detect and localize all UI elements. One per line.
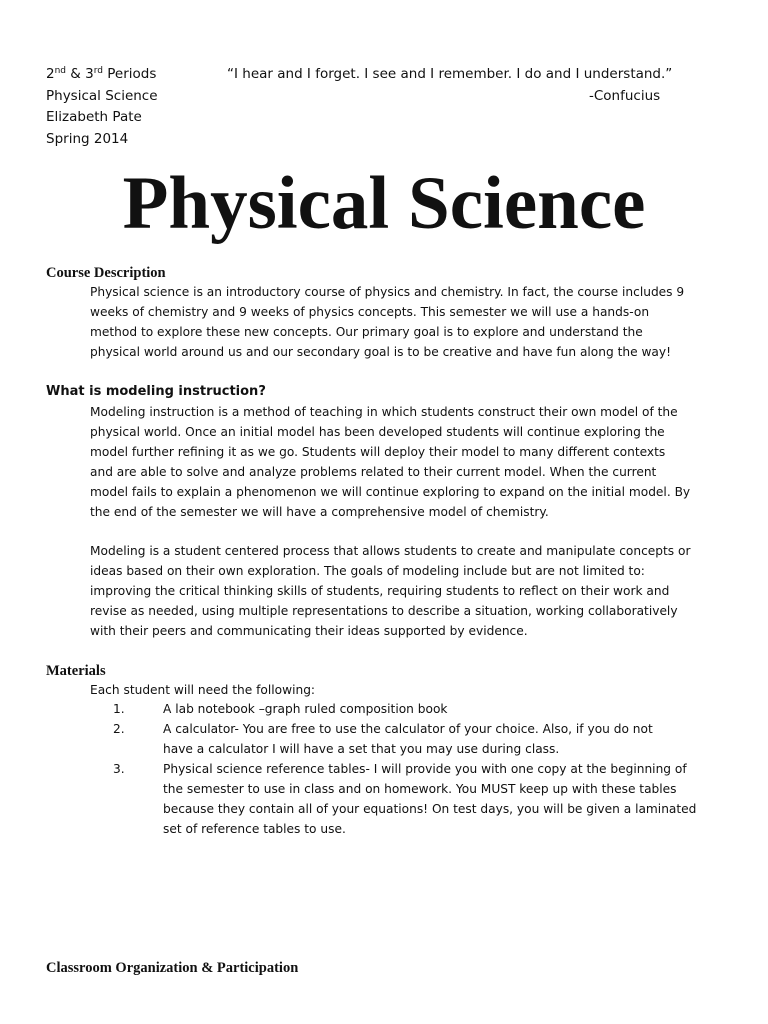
text-line: Physical science reference tables- I will provide you with one copy at the beginning of <box>163 762 687 776</box>
term: Spring 2014 <box>46 130 129 147</box>
period-first-number: 2 <box>46 66 55 82</box>
periods-label: Periods <box>102 66 157 82</box>
text-line: Physical science is an introductory course of physics and chemistry. In fact, the course includes 9 <box>90 285 685 299</box>
course-description-text <box>90 283 726 363</box>
text-line: the end of the semester we will have a comprehensive model of chemistry. <box>90 504 549 519</box>
text-line: method to explore these new concepts. Our primary goal is to explore and understand the <box>90 324 643 339</box>
list-item-text <box>163 720 653 760</box>
list-item-number: 1. <box>113 702 125 716</box>
text-line: with their peers and communicating their ideas supported by evidence. <box>90 623 528 638</box>
text-line: revise as needed, using multiple representations to describe a situation, working collaboratively <box>90 603 678 618</box>
list-item-text <box>163 760 696 840</box>
materials-heading: Materials <box>46 663 106 679</box>
list-item-text <box>163 700 447 720</box>
text-line: ideas based on their own exploration. The goals of modeling include but are not limited to: <box>90 563 645 578</box>
text-line: model fails to explain a phenomenon we will continue exploring to expand on the initial model. By <box>90 484 691 499</box>
epigraph-attribution: -Confucius <box>589 88 661 104</box>
text-line: Modeling instruction is a method of teaching in which students construct their own model of the <box>90 405 678 419</box>
period-second-suffix: rd <box>93 66 103 76</box>
text-line: physical world around us and our secondary goal is to be creative and have fun along the way! <box>90 344 672 359</box>
modeling-heading: What is modeling instruction? <box>46 384 266 399</box>
list-item-number: 3. <box>113 762 125 776</box>
text-line: the semester to use in class and on homework. You MUST keep up with these tables <box>163 781 677 796</box>
text-line: model further refining it as we go. Students will deploy their model to many different contexts <box>90 444 666 459</box>
page-title: Physical Science <box>122 162 646 245</box>
course-description-heading: Course Description <box>46 265 166 281</box>
period-second-number: & 3 <box>66 66 94 82</box>
list-item-number: 2. <box>113 722 125 736</box>
modeling-paragraph-2 <box>90 542 726 642</box>
materials-intro: Each student will need the following: <box>90 683 316 697</box>
teacher-name: Elizabeth Pate <box>46 109 142 125</box>
modeling-paragraph-1 <box>90 403 726 522</box>
text-line: Modeling is a student centered process that allows students to create and manipulate concepts or <box>90 544 691 558</box>
text-line: weeks of chemistry and 9 weeks of physics concepts. This semester we will use a hands-on <box>90 304 650 319</box>
text-line: because they contain all of your equations! On test days, you will be given a laminated <box>163 801 697 816</box>
text-line: physical world. Once an initial model has been developed students will continue exploring the <box>90 424 665 439</box>
course-info-block <box>46 64 158 150</box>
text-line: A calculator- You are free to use the calculator of your choice. Also, if you do not <box>163 722 653 736</box>
text-line: improving the critical thinking skills of students, requiring students to reflect on their work and <box>90 583 670 598</box>
text-line: and are able to solve and analyze problems related to their current model. When the current <box>90 464 657 479</box>
period-first-suffix: nd <box>54 66 67 76</box>
classroom-organization-heading: Classroom Organization & Participation <box>46 960 299 976</box>
course-name: Physical Science <box>46 87 158 104</box>
text-line: set of reference tables to use. <box>163 821 346 836</box>
epigraph-quote: “I hear and I forget. I see and I remember. I do and I understand.” <box>227 66 673 82</box>
text-line: have a calculator I will have a set that you may use during class. <box>163 741 560 756</box>
text-line: A lab notebook –graph ruled composition book <box>163 702 448 716</box>
class-periods <box>46 64 158 86</box>
